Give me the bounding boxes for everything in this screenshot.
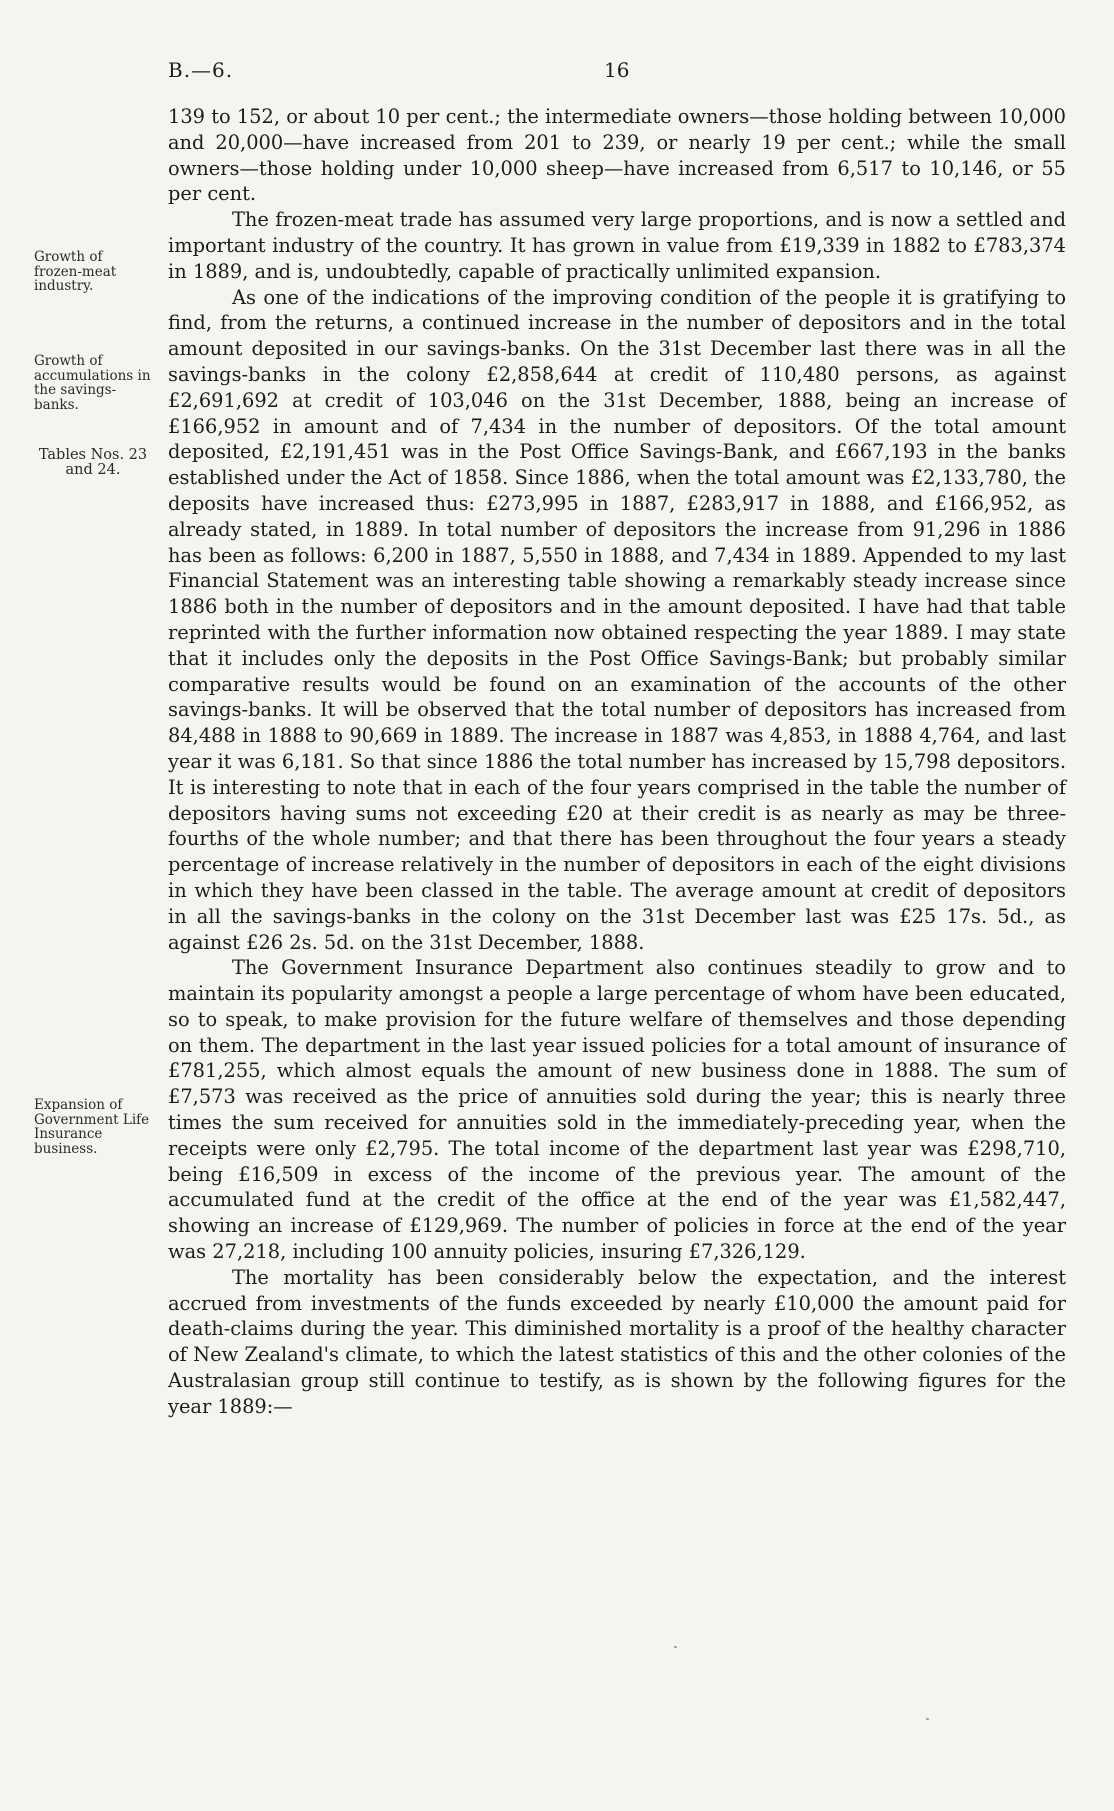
paragraph-mortality: The mortality has been considerably below the expectation, and the interest accrued from investments of the funds exceeded by nearly £10,000 the amount paid for death-claims during the year. This diminished mortality is a proof of the healthy character of New Zealand's climate, to which the latest statistics of this and the other colonies of the Australasian group still continue to testify, as is shown by the following figures for the year 1889:— <box>168 1265 1066 1418</box>
margin-note-tables: Tables Nos. 23 and 24. <box>38 447 148 478</box>
paragraph-savings-banks: As one of the indications of the improving condition of the people it is gratifying to find, from the returns, a continued increase in the number of depositors and in the total amount deposited in our savings-banks. On the 31st December last there was in all the savings-banks in the colony £2,858,644 at credit of 110,480 persons, as against £2,691,692 at credit of 103,046 on the 31st December, 1888, being an increase of £166,952 in amount and of 7,434 in the number of depositors. Of the total amount deposited, £2,191,451 was in the Post Office Savings-Bank, and £667,193 in the banks established under the Act of 1858. Since 1886, when the total amount was £2,133,780, the deposits have increased thus: £273,995 in 1887, £283,917 in 1888, and £166,952, as already stated, in 1889. In total number of depositors the increase from 91,296 in 1886 has been as follows: 6,200 in 1887, 5,550 in 1888, and 7,434 in 1889. Appended to my last Financial Statement was an interesting table showing a remarkably steady increase since 1886 both in the number of depositors and in the amount deposited. I have had that table reprinted with the further information now obtained respecting the year 1889. I may state that it includes only the deposits in the Post Office Savings-Bank; but probably similar comparative results would be found on an examination of the accounts of the other savings-banks. It will be observed that the total number of depositors has increased from 84,488 in 1888 to 90,669 in 1889. The increase in 1887 was 4,853, in 1888 4,764, and last year it was 6,181. So that since 1886 the total number has increased by 15,798 depositors. It is interesting to note that in each of the four years comprised in the table the number of depositors having sums not exceeding £20 at their credit is as nearly as may be three-fourths of the whole number; and that there has been throughout the four years a steady percentage of increase relatively in the number of depositors in each of the eight divisions in which they have been classed in the table. The average amount at credit of depositors in all the savings-banks in the colony on the 31st December last was £25 17s. 5d., as against £26 2s. 5d. on the 31st December, 1888. <box>168 285 1066 954</box>
page-header <box>164 58 1066 86</box>
scan-speck <box>926 1718 929 1720</box>
scan-speck <box>674 1646 677 1648</box>
paragraph-government-insurance: The Government Insurance Department also continues steadily to grow and to maintain its popularity amongst a people a large percentage of whom have been educated, so to speak, to make provision for the future welfare of themselves and those depending on them. The department in the last year issued policies for a total amount of insurance of £781,255, which almost equals the amount of new business done in 1888. The sum of £7,573 was received as the price of annuities sold during the year; this is nearly three times the sum received for annuities sold in the immediately-preceding year, when the receipts were only £2,795. The total income of the department last year was £298,710, being £16,509 in excess of the income of the previous year. The amount of the accumulated fund at the credit of the office at the end of the year was £1,582,447, showing an increase of £129,969. The number of policies in force at the end of the year was 27,218, including 100 annuity policies, insuring £7,326,129. <box>168 956 1066 1264</box>
paragraph-sheep-owners: 139 to 152, or about 10 per cent.; the intermediate owners—those holding between 10,000 and 20,000—have increased from 201 to 239, or nearly 19 per cent.; while the small owners—those holding under 10,000 sheep—have increased from 6,517 to 10,146, or 55 per cent. <box>168 105 1066 206</box>
body-text <box>168 104 1066 1420</box>
document-reference: B.—6. <box>168 58 234 82</box>
margin-note-savings-banks: Growth of accumulations in the savings-banks. <box>34 353 151 413</box>
page-number: 16 <box>604 58 630 82</box>
margin-note-life-insurance: Expansion of Government Life Insurance business. <box>34 1097 150 1157</box>
margin-note-frozen-meat: Growth of frozen-meat industry. <box>34 249 117 294</box>
paragraph-frozen-meat: The frozen-meat trade has assumed very large proportions, and is now a settled and important industry of the country. It has grown in value from £19,339 in 1882 to £783,374 in 1889, and is, undoubtedly, capable of practically unlimited expansion. <box>168 208 1066 283</box>
